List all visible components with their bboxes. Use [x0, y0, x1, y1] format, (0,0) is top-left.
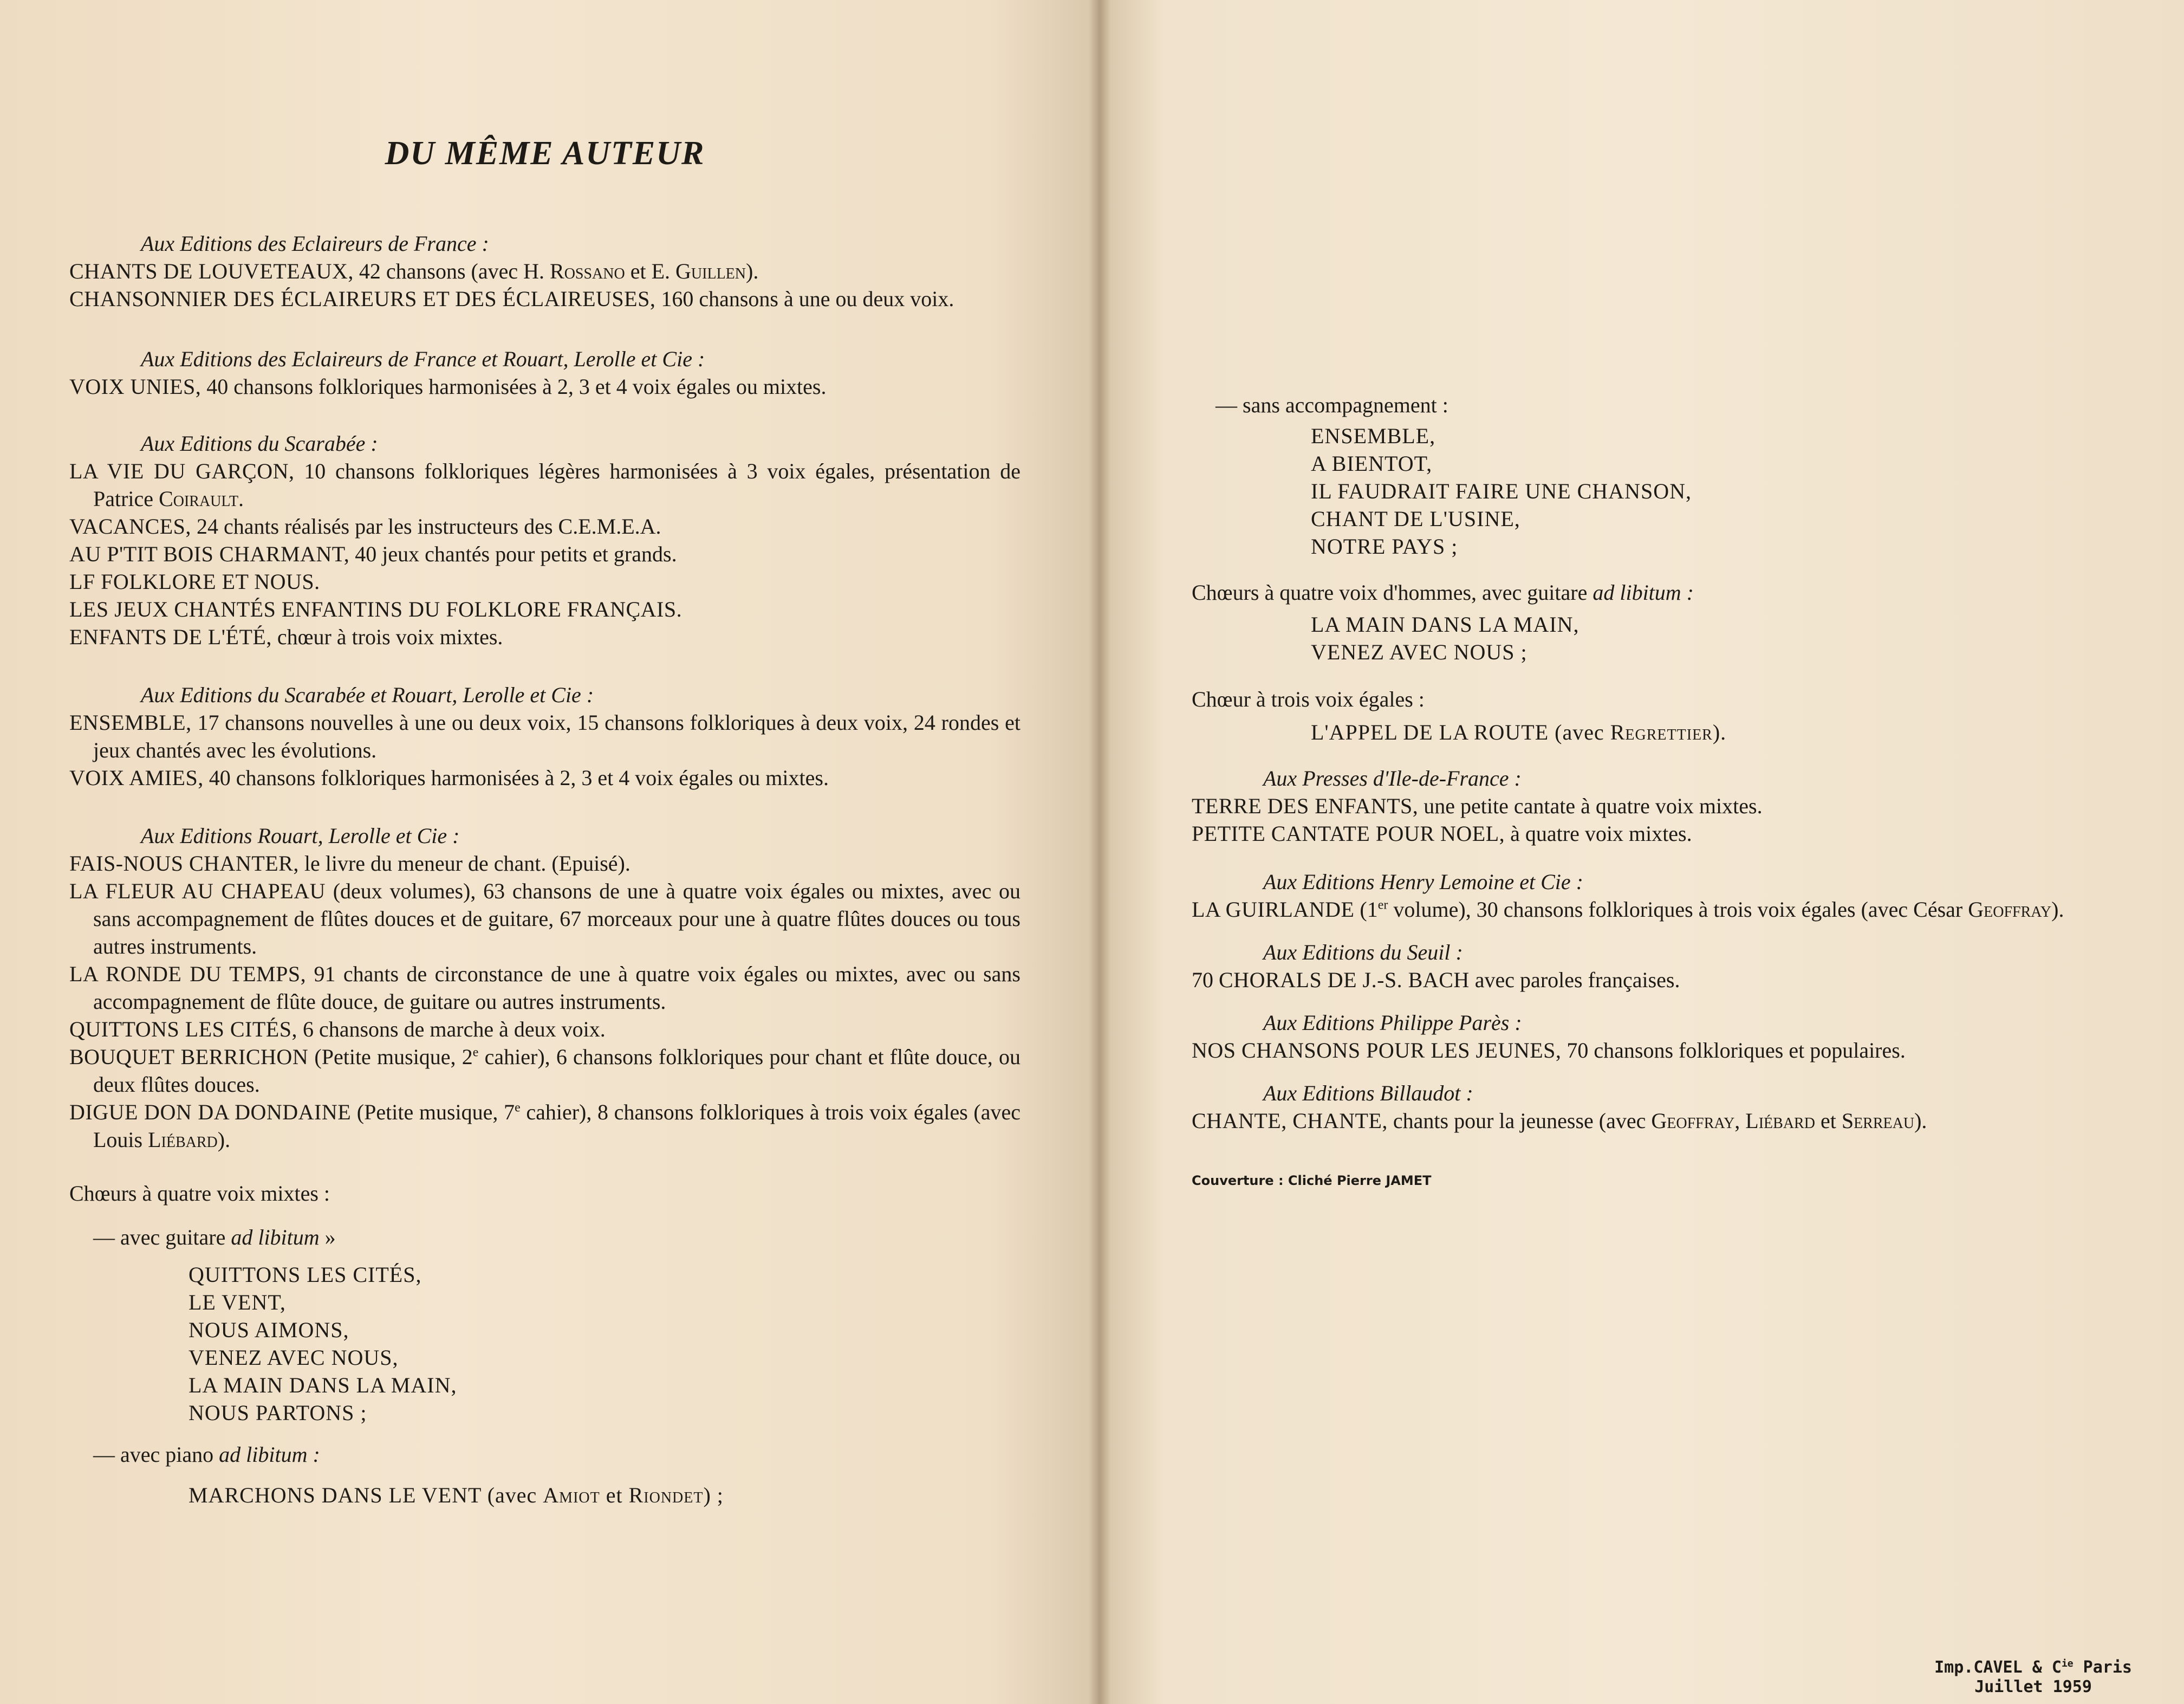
entry-folklore-et-nous: [69, 568, 1020, 595]
entry-text: — avec piano: [93, 1442, 219, 1467]
entry-title: ENFANTS DE L'ÉTÉ,: [69, 625, 272, 649]
entry-terre-des-enfants: [1192, 792, 2134, 820]
piano-line: [93, 1441, 1020, 1468]
song-title: LA MAIN DANS LA MAIN,: [188, 1373, 457, 1397]
right-body: [1192, 391, 2134, 1195]
entry-text: 70: [1192, 968, 1219, 992]
entry-text: avec paroles françaises.: [1469, 968, 1680, 992]
entry-text: 17 chansons nouvelles à une ou deux voix, 15 chansons folkloriques à deux voix, 24 rondes et jeux chantés avec les évolutions.: [93, 710, 1020, 762]
entry-la-vie-du-garcon: [69, 457, 1020, 513]
cover-credit: Couverture : Cliché Pierre JAMET: [1192, 1173, 1432, 1188]
entry-title: VOIX AMIES,: [69, 766, 204, 790]
author-name: Rossano: [550, 259, 625, 283]
section-heading-seuil: Aux Editions du Seuil :: [1263, 940, 1463, 964]
printer-name: [1934, 1658, 2132, 1677]
entry-title: LF FOLKLORE ET NOUS.: [69, 569, 320, 594]
section-heading-lemoine: Aux Editions Henry Lemoine et Cie :: [1263, 870, 1583, 894]
page-title: DU MÊME AUTEUR: [385, 135, 705, 172]
author-name: Coirault: [159, 487, 239, 511]
choeurs-mixtes-intro: Chœurs à quatre voix mixtes :: [69, 1181, 330, 1206]
entry-text: cahier), 8 chansons folkloriques à trois voix égales (avec Louis: [93, 1100, 1020, 1152]
author-name: Regrettier: [1610, 720, 1713, 744]
author-name: Liébard: [1745, 1109, 1815, 1133]
section-heading-rouart: Aux Editions Rouart, Lerolle et Cie :: [141, 824, 460, 848]
section-heading-eclaireurs-rouart: Aux Editions des Eclaireurs de France et Rouart, Lerolle et Cie :: [141, 347, 705, 371]
entry-digue-don-da-dondaine: [69, 1098, 1020, 1154]
section-heading-scarabee-rouart: Aux Editions du Scarabée et Rouart, Lerolle et Cie :: [141, 683, 594, 707]
section-heading-presses: Aux Presses d'Ile-de-France :: [1263, 766, 1522, 791]
entry-text: 40 jeux chantés pour petits et grands.: [349, 542, 677, 566]
song-title: A BIENTOT,: [1311, 451, 1433, 476]
entry-title: PETITE CANTATE POUR NOEL,: [1192, 821, 1505, 846]
entry-text: 40 chansons folkloriques harmonisées à 2, 3 et 4 voix égales ou mixtes.: [201, 374, 827, 399]
guitare-song-list: [69, 1261, 1020, 1427]
entry-text: (1: [1354, 897, 1378, 922]
entry-text: le livre du meneur de chant. (Epuisé).: [298, 851, 630, 876]
entry-text: 91 chants de circonstance de une à quatre voix égales ou mixtes, avec ou sans accompagnement de flûte douce, de guitare ou autres instruments.: [93, 962, 1020, 1014]
entry-text: volume), 30 chansons folkloriques à trois voix égales (avec César: [1388, 897, 1968, 922]
book-gutter: [1089, 0, 1110, 1704]
trois-voix-song: [1311, 718, 2134, 746]
entry-title: FAIS-NOUS CHANTER,: [69, 851, 299, 876]
print-date: Juillet 1959: [1974, 1677, 2092, 1696]
author-name: Liébard: [148, 1128, 218, 1152]
sans-accompagnement-line: — sans accompagnement :: [1216, 393, 1448, 417]
entry-text: — avec guitare: [93, 1225, 231, 1249]
entry-text: une petite cantate à quatre voix mixtes.: [1418, 794, 1763, 818]
entry-text: (avec: [1549, 720, 1610, 744]
section-heading-eclaireurs: Aux Editions des Eclaireurs de France :: [141, 231, 489, 256]
author-name: Riondet: [628, 1483, 704, 1507]
entry-fais-nous-chanter: [69, 850, 1020, 877]
entry-text: et: [600, 1483, 629, 1507]
entry-text: chants pour la jeunesse (avec: [1387, 1109, 1652, 1133]
song-title: VENEZ AVEC NOUS,: [188, 1345, 399, 1370]
entry-petite-cantate: [1192, 820, 2134, 847]
entry-title: LA FLEUR AU CHAPEAU: [69, 879, 326, 903]
entry-title: VOIX UNIES,: [69, 374, 202, 399]
song-title: CHANT DE L'USINE,: [1311, 507, 1520, 531]
left-body: [69, 230, 1020, 1509]
entry-text: (avec: [481, 1483, 543, 1507]
ad-libitum: ad libitum :: [219, 1442, 320, 1467]
imprint-text: Imp.CAVEL & C: [1934, 1658, 2062, 1677]
song-title: NOTRE PAYS ;: [1311, 534, 1458, 559]
entry-quittons-les-cites: [69, 1015, 1020, 1043]
sans-song-list: [1192, 422, 2134, 560]
entry-text: et: [1815, 1109, 1842, 1133]
entry-text: chœur à trois voix mixtes.: [271, 625, 503, 649]
author-name: Geoffray: [1968, 897, 2052, 922]
entry-la-fleur-au-chapeau: [69, 877, 1020, 960]
entry-text: 160 chansons à une ou deux voix.: [655, 287, 954, 311]
author-name: Guillen: [675, 259, 746, 283]
entry-chante-chante: [1192, 1107, 2134, 1135]
superscript: e: [515, 1100, 521, 1115]
entry-text: .: [238, 487, 244, 511]
entry-chorals-bach: [1192, 966, 2134, 994]
entry-text: 10 chansons folkloriques légères harmonisées à 3 voix égales, présentation de Patrice: [93, 459, 1020, 511]
entry-title: TERRE DES ENFANTS,: [1192, 794, 1419, 818]
superscript: ie: [2061, 1658, 2074, 1669]
section-heading-scarabee: Aux Editions du Scarabée :: [141, 431, 378, 456]
superscript: er: [1377, 898, 1388, 912]
piano-song: [188, 1481, 1020, 1509]
entry-title: CHANSONNIER DES ÉCLAIREURS ET DES ÉCLAIREUSES,: [69, 287, 656, 311]
choeur-trois-voix-intro: Chœur à trois voix égales :: [1192, 687, 1425, 711]
entry-text: 42 chansons (avec H.: [353, 259, 550, 283]
entry-text: ,: [1734, 1109, 1746, 1133]
entry-voix-amies: [69, 764, 1020, 792]
entry-title: DIGUE DON DA DONDAINE: [69, 1100, 352, 1124]
ad-libitum: ad libitum :: [1592, 580, 1694, 605]
song-title: NOUS PARTONS ;: [188, 1401, 367, 1425]
entry-jeux-chantes: [69, 595, 1020, 623]
entry-title: CHANTE, CHANTE,: [1192, 1109, 1388, 1133]
entry-nos-chansons: [1192, 1036, 2134, 1064]
entry-title: LA GUIRLANDE: [1192, 897, 1355, 922]
imprint-text: Paris: [2073, 1658, 2132, 1677]
song-title: ENSEMBLE,: [1311, 424, 1436, 448]
entry-la-ronde-du-temps: [69, 960, 1020, 1015]
entry-title: LA RONDE DU TEMPS,: [69, 962, 307, 986]
entry-title: QUITTONS LES CITÉS,: [69, 1017, 297, 1041]
entry-enfants-de-lete: [69, 623, 1020, 651]
entry-au-ptit-bois: [69, 540, 1020, 568]
entry-text: 24 chants réalisés par les instructeurs des C.E.M.E.A.: [191, 514, 661, 539]
entry-text: ) ;: [703, 1483, 724, 1507]
section-heading-billaudot: Aux Editions Billaudot :: [1263, 1081, 1473, 1105]
song-title: QUITTONS LES CITÉS,: [188, 1262, 422, 1287]
entry-title: CHANTS DE LOUVETEAUX,: [69, 259, 354, 283]
author-name: Serreau: [1841, 1109, 1915, 1133]
song-title: L'APPEL DE LA ROUTE: [1311, 720, 1549, 744]
entry-title: LA VIE DU GARÇON,: [69, 459, 295, 483]
entry-chansonnier: [69, 285, 1020, 313]
song-title: LA MAIN DANS LA MAIN,: [1311, 612, 1580, 637]
entry-title: AU P'TIT BOIS CHARMANT,: [69, 542, 350, 566]
entry-text: »: [319, 1225, 336, 1249]
section-heading-pares: Aux Editions Philippe Parès :: [1263, 1010, 1522, 1035]
entry-text: (Petite musique, 2: [308, 1045, 473, 1069]
hommes-song-list: [1192, 611, 2134, 666]
song-title: NOUS AIMONS,: [188, 1318, 349, 1342]
superscript: e: [472, 1045, 479, 1060]
entry-title: CHORALS DE J.-S. BACH: [1219, 968, 1470, 992]
guitare-line: [93, 1223, 1020, 1251]
entry-title: BOUQUET BERRICHON: [69, 1045, 309, 1069]
song-title: VENEZ AVEC NOUS ;: [1311, 640, 1528, 664]
entry-text: et E.: [625, 259, 676, 283]
entry-voix-unies: [69, 373, 1020, 400]
entry-text: ).: [1712, 720, 1727, 744]
printer-imprint: [1934, 1658, 2132, 1697]
author-name: Amiot: [543, 1483, 600, 1507]
entry-text: (deux volumes), 63 chansons de une à quatre voix égales ou mixtes, avec ou sans accompagnement de flûtes douces et de guitare, 67 morceaux pour une à quatre flûtes douces ou tous autres instruments.: [93, 879, 1020, 958]
author-name: Geoffray: [1651, 1109, 1735, 1133]
entry-title: NOS CHANSONS POUR LES JEUNES,: [1192, 1038, 1562, 1062]
entry-text: Chœurs à quatre voix d'hommes, avec guitare: [1192, 580, 1593, 605]
entry-text: cahier), 6 chansons folkloriques pour chant et flûte douce, ou deux flûtes douces.: [93, 1045, 1020, 1097]
song-title: IL FAUDRAIT FAIRE UNE CHANSON,: [1311, 479, 1692, 503]
entry-text: 6 chansons de marche à deux voix.: [297, 1017, 606, 1041]
entry-title: ENSEMBLE,: [69, 710, 192, 735]
entry-la-guirlande: [1192, 896, 2134, 923]
right-page: [1098, 0, 2184, 1704]
entry-text: ).: [1914, 1109, 1927, 1133]
entry-title: LES JEUX CHANTÉS ENFANTINS DU FOLKLORE FRANÇAIS.: [69, 597, 682, 621]
entry-title: VACANCES,: [69, 514, 191, 539]
entry-ensemble: [69, 709, 1020, 764]
song-title: LE VENT,: [188, 1290, 286, 1314]
entry-vacances: [69, 513, 1020, 540]
ad-libitum: ad libitum: [231, 1225, 320, 1249]
song-title: MARCHONS DANS LE VENT: [188, 1483, 482, 1507]
entry-chants-de-louveteaux: [69, 257, 1020, 285]
entry-bouquet-berrichon: [69, 1043, 1020, 1098]
choeurs-hommes-intro: [1192, 579, 2134, 606]
entry-text: ).: [746, 259, 759, 283]
entry-text: 70 chansons folkloriques et populaires.: [1561, 1038, 1906, 1062]
entry-text: (Petite musique, 7: [351, 1100, 515, 1124]
entry-text: à quatre voix mixtes.: [1505, 821, 1692, 846]
entry-text: 40 chansons folkloriques harmonisées à 2, 3 et 4 voix égales ou mixtes.: [203, 766, 829, 790]
entry-text: ).: [217, 1128, 231, 1152]
entry-text: ).: [2051, 897, 2064, 922]
